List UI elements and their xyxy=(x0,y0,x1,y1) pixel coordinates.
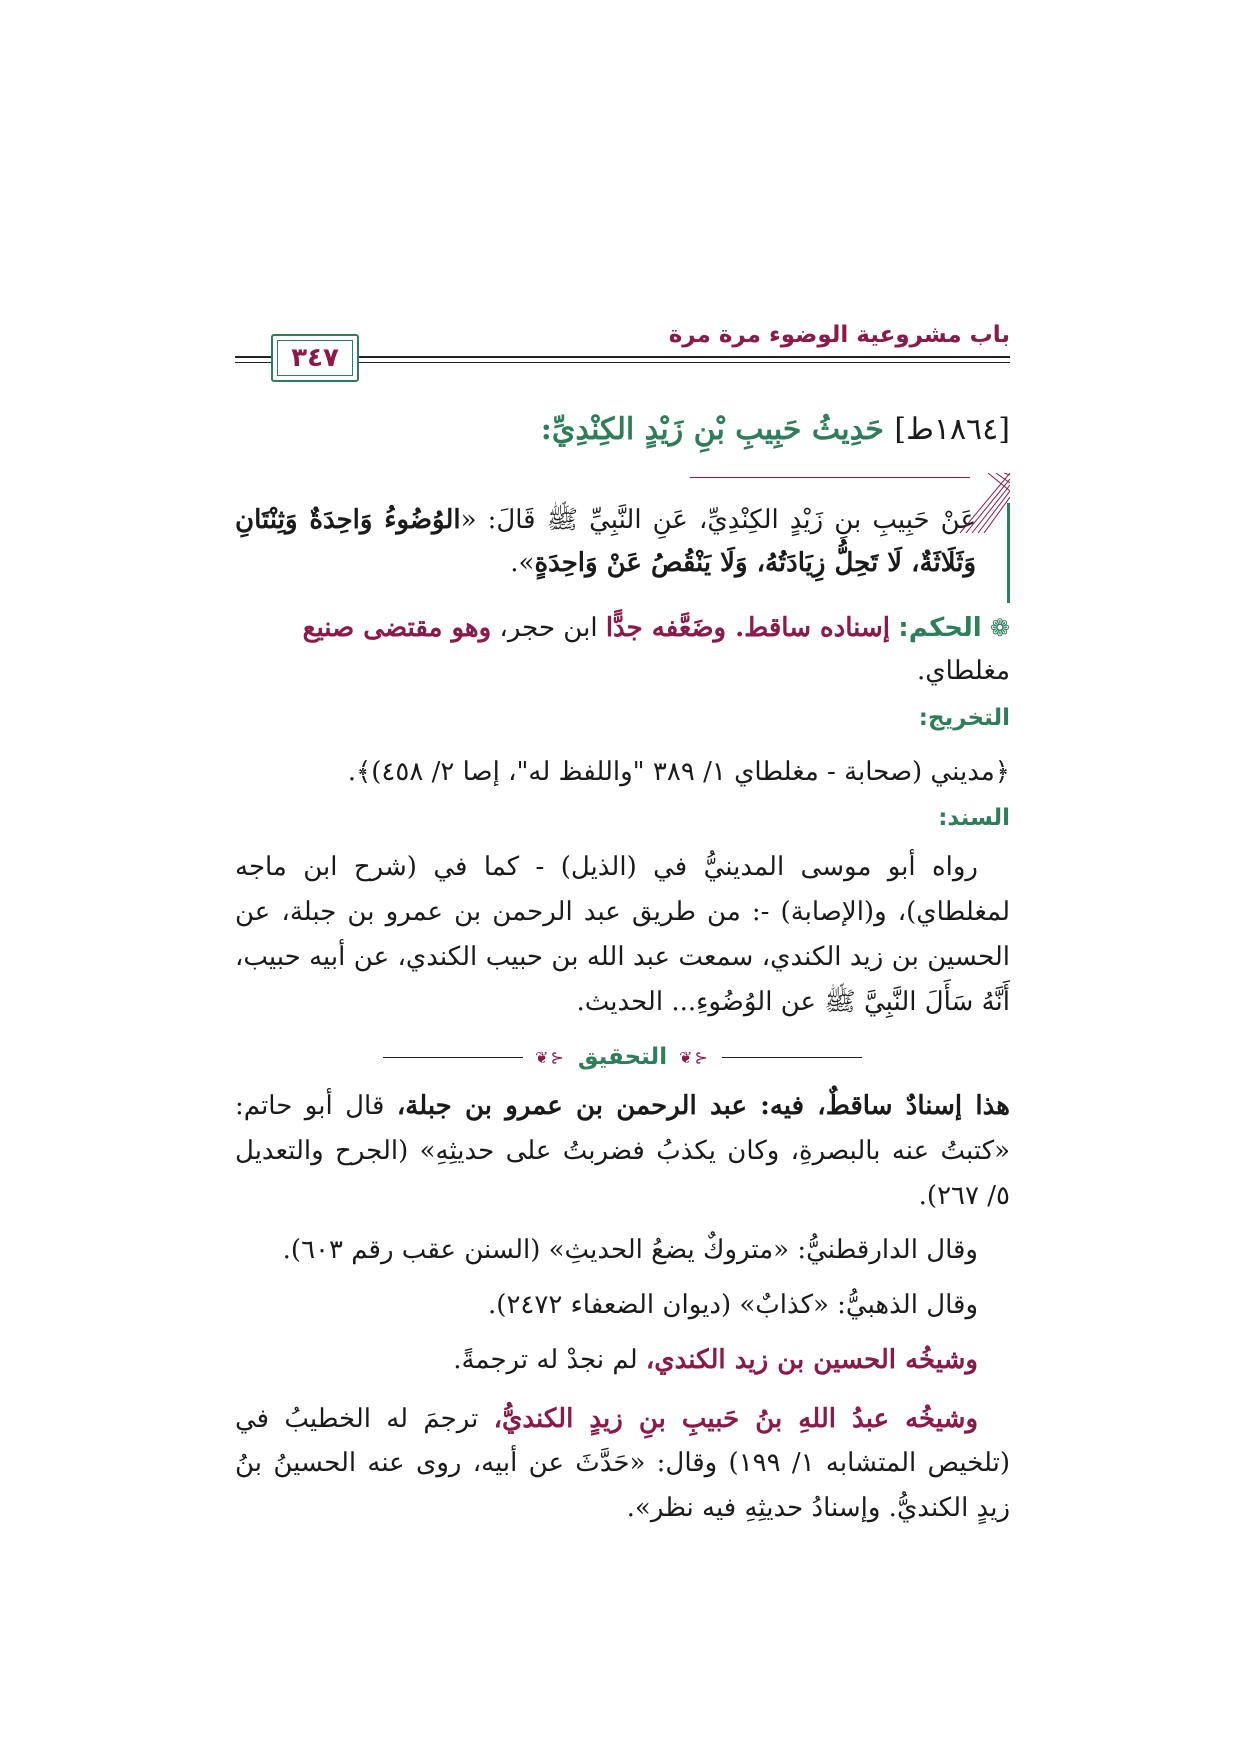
sanad-heading: السند: xyxy=(938,805,1010,832)
tahqiq-heading: التحقيق xyxy=(577,1044,668,1071)
tahqiq-p4-bold: وشيخُه الحسين بن زيد الكندي، xyxy=(645,1344,978,1375)
matn-end: ». xyxy=(510,547,535,578)
tahqiq-p5-bold: وشيخُه عبدُ اللهِ بنُ حَبيبِ بنِ زيدٍ الكنديُّ، xyxy=(493,1403,978,1434)
page-number: ٣٤٧ xyxy=(291,343,339,373)
page-header xyxy=(235,318,1010,390)
ornament-icon: ⊰❦ xyxy=(679,1047,710,1067)
takhrij-text: ﴿مديني (صحابة - مغلطاي ١/ ٣٨٩ "واللفظ له"، إصا ٢/ ٤٥٨)﴾. xyxy=(347,756,1010,787)
tahqiq-paragraph-4 xyxy=(235,1338,978,1383)
hadith-matn xyxy=(235,499,976,585)
hukm-line xyxy=(235,607,1010,693)
tahqiq-paragraph-3: وقال الذهبيُّ: «كذابٌ» (ديوان الضعفاء ٢٤٧٢). xyxy=(488,1290,978,1321)
tahqiq-divider xyxy=(235,1044,1010,1070)
tahqiq-p1-bold: هذا إسنادٌ ساقطٌ، فيه: عبد الرحمن بن عمرو بن جبلة، xyxy=(396,1091,1010,1122)
tahqiq-paragraph-1 xyxy=(235,1084,1010,1218)
matn-text: الوُضُوءُ وَاحِدَةٌ وَثِنْتَانِ وَثَلَاثَةٌ، لَا تَحِلُّ زِيَادَتُهُ، وَلَا يَنْقُصُ عَنْ وَاحِدَةٍ xyxy=(235,505,976,578)
page xyxy=(235,318,1010,1531)
tahqiq-p4-text: لم نجدْ له ترجمةً. xyxy=(453,1344,646,1375)
matn-top-rule xyxy=(690,477,970,478)
hadith-title xyxy=(235,410,1010,449)
matn-box xyxy=(235,473,1010,585)
chapter-title: باب مشروعية الوضوء مرة مرة xyxy=(668,322,1010,348)
divider-bar xyxy=(383,1057,523,1058)
tahqiq-paragraph-5 xyxy=(235,1397,1010,1531)
hadith-number: [١٨٦٤ط] xyxy=(894,412,1010,447)
divider-bar xyxy=(722,1057,862,1058)
matn-side-rule xyxy=(1007,503,1010,603)
matn-intro: عَنْ حَبِيبِ بنِ زَيْدٍ الكِنْدِيِّ، عَنِ النَّبِيِّ ﷺ قَالَ: « xyxy=(460,505,976,535)
flower-icon: ❁ xyxy=(989,613,1010,642)
tahqiq-p1-text: قال أبو حاتم: «كتبتُ عنه بالبصرةِ، وكان يكذبُ فضربتُ على حديثِهِ» (الجرح والتعديل ٥/ ٢٦٧). xyxy=(235,1091,1010,1211)
page-number-frame xyxy=(271,334,359,382)
hadith-title-text: حَدِيثُ حَبِيبِ بْنِ زَيْدٍ الكِنْدِيِّ: xyxy=(540,412,884,447)
hukm-label: الحكم: xyxy=(898,612,982,643)
tahqiq-p5-text: ترجمَ له الخطيبُ في (تلخيص المتشابه ١/ ١٩٩) وقال: «حَدَّثَ عن أبيه، روى عنه الحسينُ بنُ زيدٍ الكنديُّ. وإسنادُ حديثِهِ فيه نظر». xyxy=(235,1403,1011,1524)
tahqiq-paragraph-2: وقال الدارقطنيُّ: «متروكٌ يضعُ الحديثِ» (السنن عقب رقم ٦٠٣). xyxy=(282,1235,978,1266)
hukm-text: ابن حجر، xyxy=(491,612,606,643)
ornament-icon: ⊰❦ xyxy=(535,1047,566,1067)
hukm-verdict: إسناده ساقط. وضَعَّفه جدًّا xyxy=(605,612,891,643)
hukm-text-2: مغلطاي. xyxy=(917,655,1010,686)
takhrij-heading: التخريج: xyxy=(918,704,1010,731)
corner-ornament-icon xyxy=(900,473,1010,533)
sanad-text: رواه أبو موسى المدينيُّ في (الذيل) - كما في (شرح ابن ماجه لمغلطاي)، و(الإصابة) -: من طريق عبد الرحمن بن عمرو بن جبلة، عن الحسين بن زيد الكندي، سمعت عبد الله بن حبيب الكندي، عن أبيه حبيب، أَنَّهُ سَأَلَ النَّبِيَّ ﷺ عن الوُضُوءِ... الحديث. xyxy=(235,852,1010,1017)
hukm-verdict-2: وهو مقتضى صنيع xyxy=(302,612,492,643)
